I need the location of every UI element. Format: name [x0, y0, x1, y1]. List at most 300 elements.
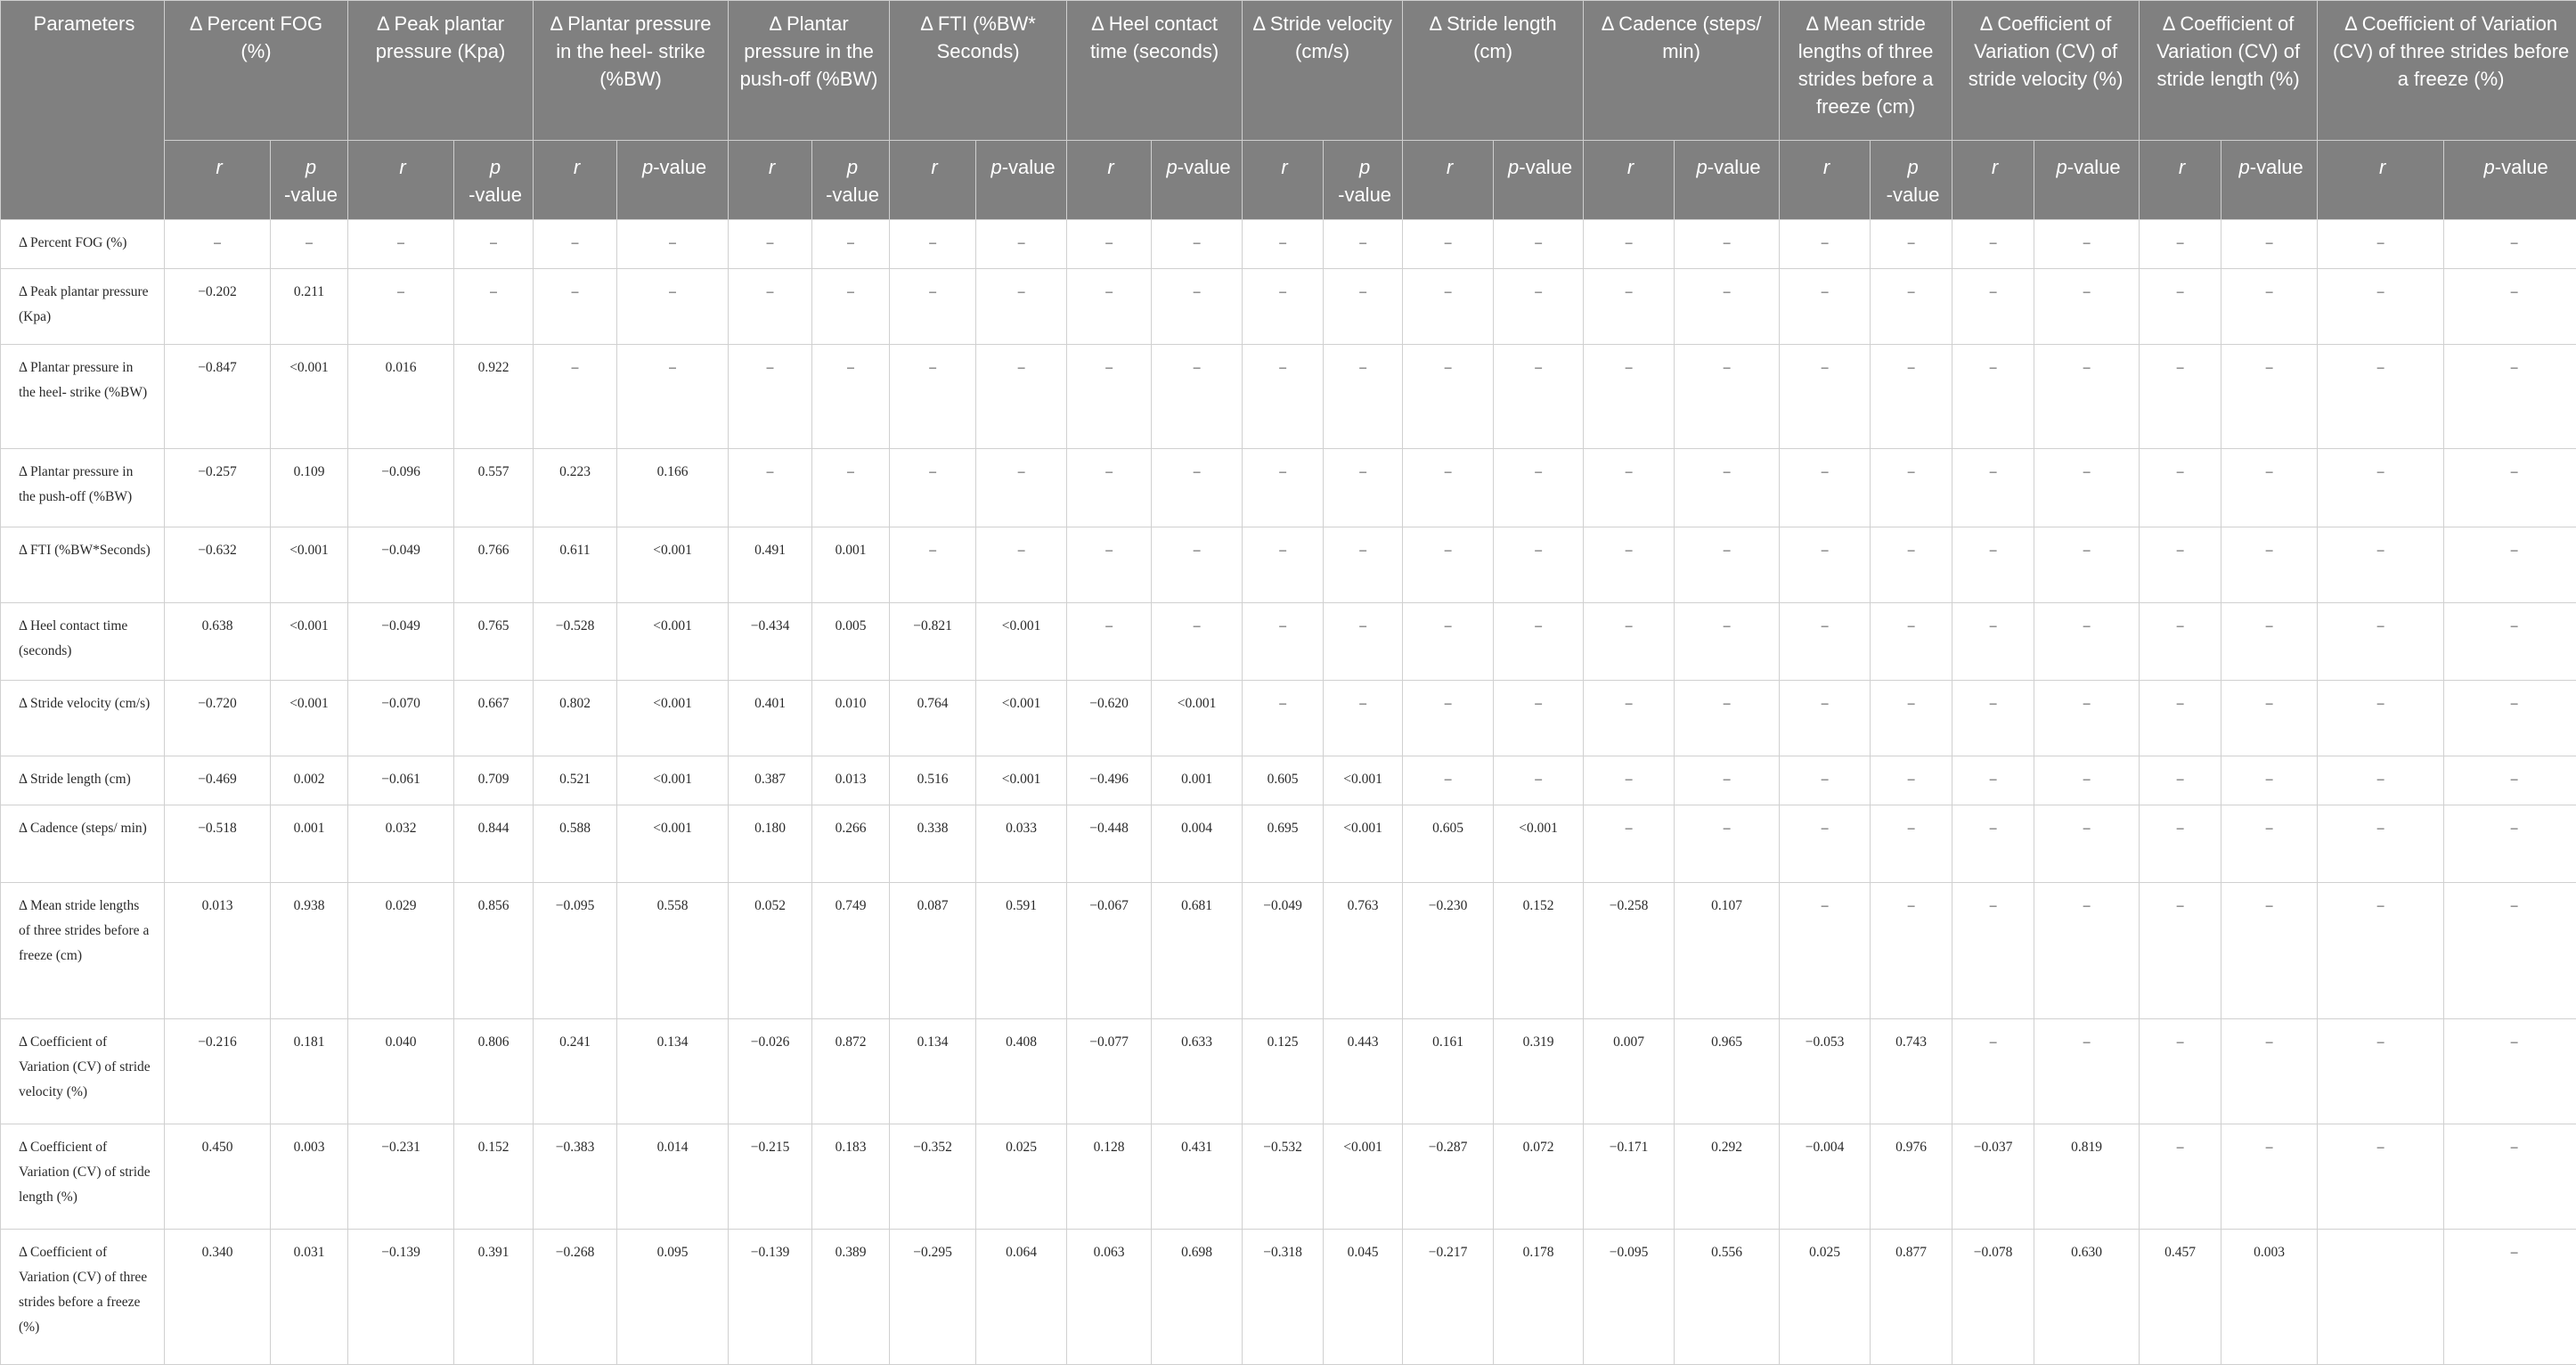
r-value-cell: 0.611	[534, 527, 617, 603]
p-value-cell: –	[2221, 1124, 2318, 1230]
r-value-cell: −0.095	[534, 883, 617, 1019]
p-value-cell: <0.001	[617, 756, 729, 805]
p-value-cell: 0.152	[454, 1124, 534, 1230]
r-value-cell: 0.125	[1243, 1019, 1324, 1124]
p-value-cell: –	[2034, 449, 2140, 527]
r-value-cell: 0.516	[890, 756, 976, 805]
r-value-cell: −0.049	[348, 603, 454, 681]
p-label: p	[1696, 156, 1708, 178]
r-value-cell: –	[1243, 269, 1324, 345]
column-header: Δ Stride velocity (cm/s)	[1243, 1, 1403, 141]
p-value-cell: 0.001	[271, 805, 348, 883]
table-row	[1, 527, 2576, 603]
p-value-cell: <0.001	[271, 681, 348, 756]
r-label: r	[1107, 156, 1114, 178]
row-label: Δ Mean stride lengths of three strides before a freeze (cm)	[1, 883, 165, 1019]
table-row	[1, 805, 2576, 883]
p-suffix: -value	[653, 156, 707, 178]
p-value-subheader	[1675, 141, 1780, 220]
p-label: p	[1907, 156, 1919, 178]
r-value-cell: –	[1952, 805, 2034, 883]
p-value-cell: –	[2034, 756, 2140, 805]
r-value-cell: −0.352	[890, 1124, 976, 1230]
p-value-cell: –	[2444, 756, 2576, 805]
p-value-cell: –	[2221, 527, 2318, 603]
r-subheader	[1584, 141, 1675, 220]
p-value-cell: <0.001	[1324, 756, 1403, 805]
r-value-cell: −0.257	[165, 449, 271, 527]
r-value-cell: 0.180	[729, 805, 812, 883]
r-value-cell: –	[1584, 756, 1675, 805]
r-value-cell: –	[1403, 756, 1494, 805]
p-value-cell: –	[2444, 1230, 2576, 1365]
r-value-cell: 0.040	[348, 1019, 454, 1124]
r-value-cell: 0.087	[890, 883, 976, 1019]
table-row	[1, 603, 2576, 681]
p-value-cell: 0.557	[454, 449, 534, 527]
p-value-cell: –	[1494, 527, 1584, 603]
r-value-cell: −0.847	[165, 345, 271, 449]
p-value-cell: –	[1871, 345, 1952, 449]
p-value-cell: 0.003	[2221, 1230, 2318, 1365]
r-value-cell: 0.013	[165, 883, 271, 1019]
r-value-cell: −0.434	[729, 603, 812, 681]
p-value-cell: 0.095	[617, 1230, 729, 1365]
p-label: p	[1508, 156, 1520, 178]
p-value-cell: 0.152	[1494, 883, 1584, 1019]
r-value-cell: –	[534, 220, 617, 269]
p-label: p	[1358, 156, 1371, 178]
p-value-cell: –	[2221, 805, 2318, 883]
r-value-cell: –	[1584, 681, 1675, 756]
r-value-cell: 0.764	[890, 681, 976, 756]
p-value-cell: –	[1152, 345, 1243, 449]
r-value-cell: –	[1067, 449, 1152, 527]
r-label: r	[2178, 156, 2186, 178]
p-value-cell: 0.107	[1675, 883, 1780, 1019]
r-value-cell: 0.241	[534, 1019, 617, 1124]
p-value-cell: 0.877	[1871, 1230, 1952, 1365]
p-value-cell: –	[1871, 681, 1952, 756]
p-value-cell: –	[1494, 220, 1584, 269]
table-row	[1, 756, 2576, 805]
p-value-cell: –	[1871, 883, 1952, 1019]
r-value-cell: –	[1403, 345, 1494, 449]
p-value-cell: 0.003	[271, 1124, 348, 1230]
r-subheader	[348, 141, 454, 220]
r-value-cell: –	[2318, 269, 2444, 345]
p-value-cell: 0.211	[271, 269, 348, 345]
p-value-cell: –	[2221, 220, 2318, 269]
row-label: Δ Coefficient of Variation (CV) of three strides before a freeze (%)	[1, 1230, 165, 1365]
r-value-cell: –	[2140, 883, 2221, 1019]
r-label: r	[1626, 156, 1634, 178]
r-value-cell: –	[729, 269, 812, 345]
p-value-cell: –	[1675, 756, 1780, 805]
r-value-cell: –	[1952, 681, 2034, 756]
r-value-cell: 0.340	[165, 1230, 271, 1365]
p-value-cell: –	[812, 269, 890, 345]
p-value-cell: –	[2034, 681, 2140, 756]
r-value-cell: –	[2140, 1124, 2221, 1230]
table-row	[1, 345, 2576, 449]
column-header: Δ Plantar pressure in the push-off (%BW)	[729, 1, 890, 141]
p-value-cell: 0.766	[454, 527, 534, 603]
p-value-cell: 0.709	[454, 756, 534, 805]
p-value-cell: –	[2444, 220, 2576, 269]
p-label: p	[846, 156, 859, 178]
p-value-cell: 0.872	[812, 1019, 890, 1124]
p-value-cell: –	[2034, 345, 2140, 449]
r-value-cell: –	[1403, 220, 1494, 269]
p-value-cell: 0.765	[454, 603, 534, 681]
p-value-cell: –	[454, 220, 534, 269]
r-value-cell: –	[1584, 527, 1675, 603]
p-value-cell: –	[1675, 269, 1780, 345]
r-subheader	[1780, 141, 1871, 220]
p-value-cell: –	[2034, 1019, 2140, 1124]
r-value-cell: 0.491	[729, 527, 812, 603]
r-value-cell: –	[1067, 269, 1152, 345]
p-value-cell: 0.698	[1152, 1230, 1243, 1365]
r-value-cell: –	[2140, 603, 2221, 681]
r-value-cell: −0.004	[1780, 1124, 1871, 1230]
r-value-cell	[2318, 1230, 2444, 1365]
column-header: Δ Plantar pressure in the heel- strike (%BW)	[534, 1, 729, 141]
p-value-cell: 0.591	[976, 883, 1067, 1019]
p-value-cell: <0.001	[976, 681, 1067, 756]
p-value-cell: –	[2034, 603, 2140, 681]
p-value-cell: 0.558	[617, 883, 729, 1019]
p-value-subheader	[2444, 141, 2576, 220]
column-header: Δ Coefficient of Variation (CV) of three strides before a freeze (%)	[2318, 1, 2576, 141]
r-value-cell: –	[1067, 220, 1152, 269]
r-value-cell: –	[1780, 883, 1871, 1019]
r-value-cell: –	[2140, 1019, 2221, 1124]
r-value-cell: –	[2318, 220, 2444, 269]
r-value-cell: −0.095	[1584, 1230, 1675, 1365]
r-value-cell: −0.496	[1067, 756, 1152, 805]
p-value-cell: 0.025	[976, 1124, 1067, 1230]
r-value-cell: −0.215	[729, 1124, 812, 1230]
r-subheader	[165, 141, 271, 220]
r-value-cell: –	[1952, 527, 2034, 603]
r-value-cell: –	[1780, 220, 1871, 269]
r-value-cell: 0.025	[1780, 1230, 1871, 1365]
p-value-cell: –	[1152, 269, 1243, 345]
p-value-cell: –	[1871, 449, 1952, 527]
p-value-cell: –	[1871, 527, 1952, 603]
r-value-cell: 0.029	[348, 883, 454, 1019]
p-value-cell: <0.001	[1152, 681, 1243, 756]
table-row	[1, 1230, 2576, 1365]
r-value-cell: −0.448	[1067, 805, 1152, 883]
p-value-cell: –	[1324, 449, 1403, 527]
r-value-cell: –	[2318, 756, 2444, 805]
p-value-cell: –	[2444, 449, 2576, 527]
r-value-cell: –	[1780, 269, 1871, 345]
p-value-cell: –	[1494, 681, 1584, 756]
p-value-cell: <0.001	[1324, 805, 1403, 883]
r-value-cell: –	[1780, 345, 1871, 449]
r-label: r	[1822, 156, 1830, 178]
r-value-cell: 0.457	[2140, 1230, 2221, 1365]
p-value-cell: –	[1494, 756, 1584, 805]
p-suffix: -value	[2249, 156, 2303, 178]
row-label: Δ Stride length (cm)	[1, 756, 165, 805]
r-value-cell: −0.231	[348, 1124, 454, 1230]
p-value-cell: –	[1152, 527, 1243, 603]
p-value-cell: –	[1324, 220, 1403, 269]
r-value-cell: 0.032	[348, 805, 454, 883]
r-value-cell: −0.216	[165, 1019, 271, 1124]
r-value-cell: 0.161	[1403, 1019, 1494, 1124]
p-value-cell: –	[2221, 1019, 2318, 1124]
r-subheader	[1952, 141, 2034, 220]
row-label: Δ Coefficient of Variation (CV) of stride length (%)	[1, 1124, 165, 1230]
p-value-cell: –	[976, 527, 1067, 603]
r-value-cell: 0.052	[729, 883, 812, 1019]
p-suffix: -value	[469, 184, 522, 206]
p-value-subheader	[812, 141, 890, 220]
r-value-cell: –	[2318, 1019, 2444, 1124]
p-value-cell: 0.408	[976, 1019, 1067, 1124]
p-value-cell: 0.806	[454, 1019, 534, 1124]
p-value-subheader	[271, 141, 348, 220]
r-label: r	[768, 156, 776, 178]
p-suffix: -value	[1707, 156, 1761, 178]
r-value-cell: −0.096	[348, 449, 454, 527]
p-value-cell: 0.002	[271, 756, 348, 805]
p-value-cell: –	[976, 449, 1067, 527]
r-value-cell: –	[1952, 883, 2034, 1019]
p-value-cell: –	[2221, 603, 2318, 681]
p-value-cell: –	[2444, 883, 2576, 1019]
group-header-row	[1, 1, 2576, 141]
p-value-cell: 0.844	[454, 805, 534, 883]
p-value-cell: –	[1871, 220, 1952, 269]
p-value-cell: –	[454, 269, 534, 345]
p-value-cell: 0.633	[1152, 1019, 1243, 1124]
p-value-cell: <0.001	[617, 527, 729, 603]
p-value-cell: –	[976, 269, 1067, 345]
r-value-cell: −0.078	[1952, 1230, 2034, 1365]
r-value-cell: −0.067	[1067, 883, 1152, 1019]
row-label: Δ Coefficient of Variation (CV) of stride velocity (%)	[1, 1019, 165, 1124]
r-value-cell: −0.026	[729, 1019, 812, 1124]
r-value-cell: –	[1584, 449, 1675, 527]
r-value-cell: −0.171	[1584, 1124, 1675, 1230]
r-label: r	[2378, 156, 2386, 178]
p-value-cell: –	[1871, 269, 1952, 345]
p-value-cell: –	[2444, 527, 2576, 603]
r-value-cell: –	[2140, 756, 2221, 805]
p-suffix: -value	[2067, 156, 2121, 178]
r-value-cell: –	[1243, 345, 1324, 449]
r-value-cell: –	[1067, 527, 1152, 603]
p-value-cell: 0.391	[454, 1230, 534, 1365]
table-row	[1, 1124, 2576, 1230]
r-value-cell: –	[890, 345, 976, 449]
p-value-subheader	[617, 141, 729, 220]
r-value-cell: –	[1584, 220, 1675, 269]
p-value-subheader	[1152, 141, 1243, 220]
p-value-subheader	[2034, 141, 2140, 220]
r-value-cell: −0.532	[1243, 1124, 1324, 1230]
p-value-cell: –	[1871, 805, 1952, 883]
r-value-cell: −0.518	[165, 805, 271, 883]
p-value-cell: –	[617, 269, 729, 345]
r-value-cell: 0.638	[165, 603, 271, 681]
p-value-cell: 0.976	[1871, 1124, 1952, 1230]
p-value-cell: 0.004	[1152, 805, 1243, 883]
p-value-cell: 0.033	[976, 805, 1067, 883]
p-value-cell: 0.292	[1675, 1124, 1780, 1230]
p-value-cell: 0.045	[1324, 1230, 1403, 1365]
p-label: p	[489, 156, 501, 178]
p-value-cell: 0.166	[617, 449, 729, 527]
p-value-cell: 0.134	[617, 1019, 729, 1124]
p-value-cell: –	[2221, 345, 2318, 449]
p-value-cell: 0.856	[454, 883, 534, 1019]
r-value-cell: −0.049	[1243, 883, 1324, 1019]
r-value-cell: –	[348, 220, 454, 269]
r-value-cell: −0.230	[1403, 883, 1494, 1019]
p-value-cell: 0.014	[617, 1124, 729, 1230]
p-suffix: -value	[1519, 156, 1573, 178]
p-label: p	[2483, 156, 2495, 178]
p-value-cell: 0.922	[454, 345, 534, 449]
p-value-cell: –	[617, 345, 729, 449]
p-value-cell: 0.938	[271, 883, 348, 1019]
r-value-cell: –	[348, 269, 454, 345]
p-value-cell: <0.001	[976, 603, 1067, 681]
table-row	[1, 449, 2576, 527]
r-value-cell: –	[1403, 527, 1494, 603]
p-suffix: -value	[2494, 156, 2548, 178]
p-value-cell: –	[1675, 603, 1780, 681]
table-row	[1, 681, 2576, 756]
r-value-cell: –	[1584, 603, 1675, 681]
r-value-cell: –	[2318, 527, 2444, 603]
r-value-cell: –	[1403, 269, 1494, 345]
r-value-cell: −0.202	[165, 269, 271, 345]
r-value-cell: –	[1780, 527, 1871, 603]
r-value-cell: –	[2140, 805, 2221, 883]
r-value-cell: 0.007	[1584, 1019, 1675, 1124]
r-value-cell: –	[1243, 527, 1324, 603]
row-label: Δ Percent FOG (%)	[1, 220, 165, 269]
r-value-cell: 0.521	[534, 756, 617, 805]
p-value-cell: <0.001	[271, 527, 348, 603]
r-value-cell: −0.077	[1067, 1019, 1152, 1124]
p-value-cell: 0.005	[812, 603, 890, 681]
r-value-cell: 0.588	[534, 805, 617, 883]
column-header: Δ FTI (%BW* Seconds)	[890, 1, 1067, 141]
p-suffix: -value	[1886, 184, 1940, 206]
r-value-cell: –	[1780, 681, 1871, 756]
r-value-cell: −0.258	[1584, 883, 1675, 1019]
r-value-cell: −0.217	[1403, 1230, 1494, 1365]
p-label: p	[2056, 156, 2067, 178]
r-value-cell: −0.821	[890, 603, 976, 681]
r-value-cell: –	[1584, 345, 1675, 449]
r-value-cell: –	[1403, 449, 1494, 527]
p-value-cell: 0.010	[812, 681, 890, 756]
p-value-cell: <0.001	[617, 805, 729, 883]
p-value-cell: 0.181	[271, 1019, 348, 1124]
r-value-cell: –	[1243, 220, 1324, 269]
r-value-cell: –	[1952, 1019, 2034, 1124]
r-value-cell: –	[2318, 883, 2444, 1019]
p-value-cell: 0.109	[271, 449, 348, 527]
r-value-cell: −0.139	[348, 1230, 454, 1365]
r-value-cell: –	[1403, 603, 1494, 681]
p-value-cell: 0.630	[2034, 1230, 2140, 1365]
r-value-cell: –	[2140, 345, 2221, 449]
sub-header-row	[1, 141, 2576, 220]
p-value-cell: 0.965	[1675, 1019, 1780, 1124]
p-value-cell: –	[1675, 681, 1780, 756]
r-value-cell: –	[890, 527, 976, 603]
r-value-cell: −0.053	[1780, 1019, 1871, 1124]
p-value-cell: –	[1324, 527, 1403, 603]
row-label: Δ Plantar pressure in the push-off (%BW)	[1, 449, 165, 527]
p-value-cell: –	[1871, 756, 1952, 805]
r-value-cell: –	[1243, 449, 1324, 527]
p-value-cell: –	[1324, 681, 1403, 756]
r-value-cell: 0.128	[1067, 1124, 1152, 1230]
p-value-cell: <0.001	[976, 756, 1067, 805]
p-value-subheader	[1324, 141, 1403, 220]
p-value-cell: –	[2444, 345, 2576, 449]
r-value-cell: −0.049	[348, 527, 454, 603]
r-value-cell: –	[2318, 805, 2444, 883]
r-value-cell: 0.401	[729, 681, 812, 756]
p-value-cell: 0.266	[812, 805, 890, 883]
p-value-cell: –	[1675, 345, 1780, 449]
r-value-cell: –	[1952, 449, 2034, 527]
r-label: r	[1446, 156, 1454, 178]
r-value-cell: –	[2140, 681, 2221, 756]
r-value-cell: −0.469	[165, 756, 271, 805]
r-value-cell: −0.632	[165, 527, 271, 603]
p-value-cell: 0.013	[812, 756, 890, 805]
p-value-cell: –	[2444, 1019, 2576, 1124]
r-value-cell: 0.802	[534, 681, 617, 756]
row-label: Δ Peak plantar pressure (Kpa)	[1, 269, 165, 345]
r-subheader	[2140, 141, 2221, 220]
p-value-subheader	[976, 141, 1067, 220]
p-value-cell: –	[1675, 805, 1780, 883]
p-value-cell: –	[2221, 681, 2318, 756]
p-value-cell: 0.749	[812, 883, 890, 1019]
r-value-cell: –	[1780, 603, 1871, 681]
p-suffix: -value	[1001, 156, 1056, 178]
row-label: Δ Stride velocity (cm/s)	[1, 681, 165, 756]
p-value-cell: 0.763	[1324, 883, 1403, 1019]
p-label: p	[641, 156, 654, 178]
p-value-cell: –	[2034, 527, 2140, 603]
r-value-cell: –	[2140, 269, 2221, 345]
r-value-cell: –	[1952, 345, 2034, 449]
r-value-cell: −0.037	[1952, 1124, 2034, 1230]
column-header: Δ Cadence (steps/ min)	[1584, 1, 1780, 141]
p-value-cell: –	[2034, 805, 2140, 883]
row-label: Δ Cadence (steps/ min)	[1, 805, 165, 883]
p-value-cell: –	[2221, 269, 2318, 345]
p-value-cell: 0.178	[1494, 1230, 1584, 1365]
